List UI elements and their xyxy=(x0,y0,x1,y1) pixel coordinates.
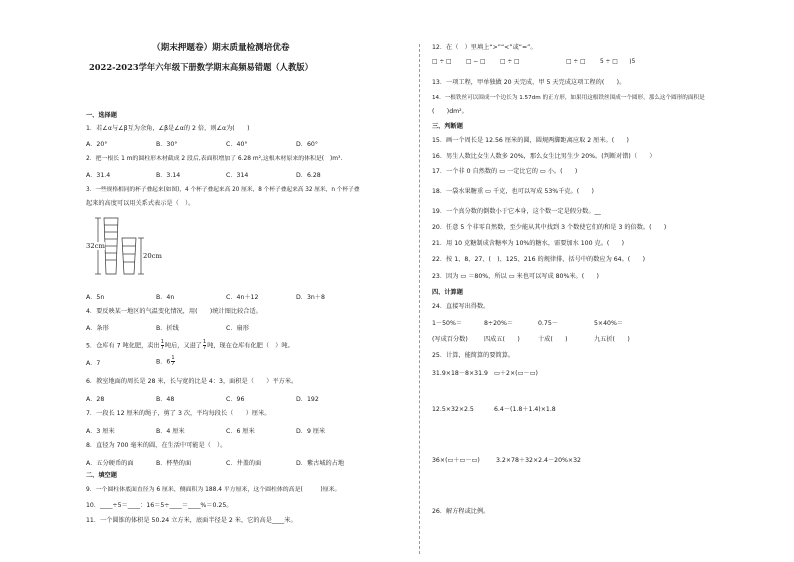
q7-option-d: D．9 厘米 xyxy=(296,428,326,435)
question-14: 14．一根铁丝可以围成一个边长为 1.57dm 的正方形，如果用这根铁丝围成一个圆形，那么这个圆形的面积是 xyxy=(432,95,705,101)
q25-expr-2: ▭＋2×(▭－▭) xyxy=(494,370,538,377)
q5-option-a: A．7 xyxy=(86,360,101,367)
q1-option-c: C．40° xyxy=(226,141,248,148)
q2-option-c: C．314 xyxy=(226,172,249,179)
q5-frac2-num: 1 xyxy=(203,339,207,345)
q24-item-3: 0.75－ xyxy=(538,320,558,327)
q8-option-c: C．井盖的面 xyxy=(226,460,262,467)
q3-option-a: A．5n xyxy=(86,294,105,301)
q5-fraction-1 xyxy=(161,340,164,351)
q4-option-c: C．扇形 xyxy=(226,325,249,332)
q12-item-2: □ − □ xyxy=(466,59,486,65)
q5-frac1-den: 7 xyxy=(160,345,164,351)
q17-text-b: 一定比它的 xyxy=(507,168,538,175)
q24-item-2: 8÷20%＝ xyxy=(484,320,514,327)
section-choice: 一、选择题 xyxy=(86,112,117,119)
section-fill: 二、填空题 xyxy=(86,472,117,479)
q5-text-a: 5．仓库有 7 吨化肥，卖出 xyxy=(86,342,160,350)
question-3-cont: 起来的高度可以用关系式表示是（ ）。 xyxy=(86,200,195,207)
q5-option-b xyxy=(156,356,175,367)
question-3: 3．一些规格相同的杯子叠起来(如图)，4 个杯子叠起来高 20 厘米，8 个杯子叠起来高 32 厘米，n 个杯子叠 xyxy=(86,187,360,193)
q25-expr-6: 3.2×78＋32×2.4－20%×32 xyxy=(496,457,581,464)
question-12: 12．在（ ）里填上“>”“<”或“=”。 xyxy=(432,44,537,51)
q3-option-b: B．4n xyxy=(156,294,175,301)
question-8: 8．直径为 700 毫米的圆，在生活中可能是（ ）。 xyxy=(86,442,227,449)
q1-option-a: A．20° xyxy=(86,141,108,148)
question-15: 15．画一个周长是 12.56 厘米的圆，圆规两脚距离应取 2 厘米。( ) xyxy=(432,137,629,144)
q17-text-c: 小。( ) xyxy=(547,168,578,175)
question-20: 20．任意 5 个非零自然数，至少能从其中找到 3 个数使它们的和是 3 的倍数。( ) xyxy=(432,224,667,231)
question-9: 9．一个圆柱体底面直径为 6 厘米，侧面积为 188.4 平方厘米，这个圆柱体的高是( )厘米。 xyxy=(86,487,341,493)
q24-item-4: 5×40%＝ xyxy=(594,320,624,327)
page-title: （期末押题卷）期末质量检测培优卷 xyxy=(152,43,290,53)
q5-frac1-num: 1 xyxy=(160,339,164,345)
question-22: 22．按 1、8、27、( )、125、216 的规律排，括号中的数应为 64。( ) xyxy=(432,256,645,263)
question-14-cont: ( )dm²。 xyxy=(432,108,468,115)
question-7: 7．一段长 12 厘米的绳子，剪了 3 次，平均每段长（ ）厘米。 xyxy=(86,410,271,417)
q24-item-7: 十成( ) xyxy=(538,336,568,343)
question-19: 19．一个真分数的倒数小于它本身，这个数一定是假分数。__ xyxy=(432,208,601,215)
q25-expr-3: 12.5×32×2.5 xyxy=(432,406,474,413)
column-divider xyxy=(419,44,420,554)
q1-option-b: B．30° xyxy=(156,141,178,148)
q2-option-a: A．31.4 xyxy=(86,172,111,179)
question-17: 17．一个非 0 自然数的 ▭ 一定比它的 ▭ 小。( ) xyxy=(432,168,578,175)
question-6: 6．教室地面的周长是 28 米，长与宽的比是 4：3，面积是（ ）平方米。 xyxy=(86,378,298,385)
question-21: 21．用 10 克糖制成含糖率为 10%的糖水，需要加水 100 克。( ) xyxy=(432,240,625,247)
q25-expr-1: 31.9×18－8×31.9 xyxy=(432,370,488,377)
question-13: 13．一项工程，甲单独做 20 天完成，甲 5 天完成这项工程的( )。 xyxy=(432,79,626,86)
q6-option-b: B．48 xyxy=(156,396,175,403)
q23-text-a: 23．因为 xyxy=(432,273,459,280)
q6-option-c: C．96 xyxy=(226,396,245,403)
question-1: 1．若∠α与∠β互为余角，∠β是∠α的 2 倍，则∠α为( ) xyxy=(86,125,250,132)
figure-label-32cm: 32cm xyxy=(86,242,105,250)
q5-option-b-label: B．6 xyxy=(156,358,171,366)
q18-text-a: 18．一袋水果糖重 xyxy=(432,188,484,195)
question-23: 23．因为 ▭ ＝80%，所以 ▭ 米也可以写成 80%米。( ) xyxy=(432,273,599,280)
q8-option-a: A．五分硬币的面 xyxy=(86,460,134,467)
question-26: 26．解方程或比例。 xyxy=(432,508,490,515)
q6-option-a: A．28 xyxy=(86,396,105,403)
q7-option-c: C．6 厘米 xyxy=(226,428,255,435)
q8-option-d: D．紫古城的占地 xyxy=(296,460,345,467)
q12-item-1: □ ÷ □ xyxy=(432,59,452,65)
section-calc: 四、计算题 xyxy=(432,289,463,296)
question-11: 11．一个圆锥的体积是 50.24 立方米，底面半径是 2 米，它的高是____米。 xyxy=(86,517,297,524)
q12-item-5: 5 ÷ □ )5 xyxy=(600,59,636,65)
q7-option-b: B．4 厘米 xyxy=(156,428,185,435)
q4-option-a: A．条形 xyxy=(86,325,109,332)
question-16: 16．男生人数比女生人数多 20%，那么女生比男生少 20%。(判断对错)（ ） xyxy=(432,153,656,160)
q25-expr-4: 6.4－(1.8＋1.4)×1.8 xyxy=(494,406,556,413)
q6-option-d: D．192 xyxy=(296,396,319,403)
question-25: 25．计算，能简算的要简算。 xyxy=(432,352,515,359)
q8-option-b: B．杯垫的面 xyxy=(156,460,192,467)
q5-option-b-num: 1 xyxy=(171,355,175,361)
q1-option-d: D．60° xyxy=(296,141,318,148)
q18-text-b: 千克，也可以写成 53%千克。( ) xyxy=(492,188,594,195)
q25-expr-5-text: 36× xyxy=(432,457,446,464)
q7-option-a: A．3 厘米 xyxy=(86,428,115,435)
q3-option-c: C．4n＋12 xyxy=(226,294,259,301)
question-10: 10．____÷5＝____：16＝5÷____＝____%＝0.25。 xyxy=(86,502,233,509)
q25-expr-5: 36×(▭＋▭－▭) xyxy=(432,457,480,464)
q3-option-d: D．3n＋8 xyxy=(296,294,325,301)
q12-item-3: □ ÷ □ xyxy=(500,59,520,65)
q5-text-c: 吨，现在仓库有化肥（ ）吨。 xyxy=(207,342,294,350)
q5-option-b-den: 7 xyxy=(171,361,175,367)
q24-item-5: (写成百分数) xyxy=(432,336,468,343)
q2-option-d: D．6.28 xyxy=(296,172,321,179)
q17-text-a: 17．一个非 0 自然数的 xyxy=(432,168,498,175)
q23-text-c: 米也可以写成 80%米。( ) xyxy=(516,273,599,280)
q5-frac2-den: 7 xyxy=(203,345,207,351)
section-judge: 三、判断题 xyxy=(432,123,463,130)
q24-item-8: 九五折( ) xyxy=(594,336,630,343)
question-4: 4．要反映某一地区的气温变化情况，用( )统计图比较合适。 xyxy=(86,308,262,315)
question-2: 2．把一根长 1 m的圆柱形木材截成 2 段后,表面积增加了 6.28 m²,这根木材原来的体积是( )m³. xyxy=(86,156,343,162)
q24-item-1: 1－50%＝ xyxy=(432,320,463,327)
question-5 xyxy=(86,340,294,351)
q5-text-b: 吨后，又进了 xyxy=(164,342,202,350)
figure-label-20cm: 20cm xyxy=(143,252,162,260)
q2-option-b: B．3.14 xyxy=(156,172,181,179)
q23-text-b: ＝80%，所以 xyxy=(468,273,507,280)
q4-option-b: B．折线 xyxy=(156,325,179,332)
q5-fraction-2 xyxy=(203,340,206,351)
q5-option-b-fraction xyxy=(171,356,174,367)
page-subtitle: 2022-2023学年六年级下册数学期末高频易错题（人教版） xyxy=(89,62,313,72)
question-24: 24．直接写出得数。 xyxy=(432,303,490,310)
q24-item-6: 四成五( ) xyxy=(484,336,520,343)
question-18: 18．一袋水果糖重 ▭ 千克，也可以写成 53%千克。( ) xyxy=(432,188,594,195)
q12-item-4: □ ÷ □ xyxy=(566,59,586,65)
